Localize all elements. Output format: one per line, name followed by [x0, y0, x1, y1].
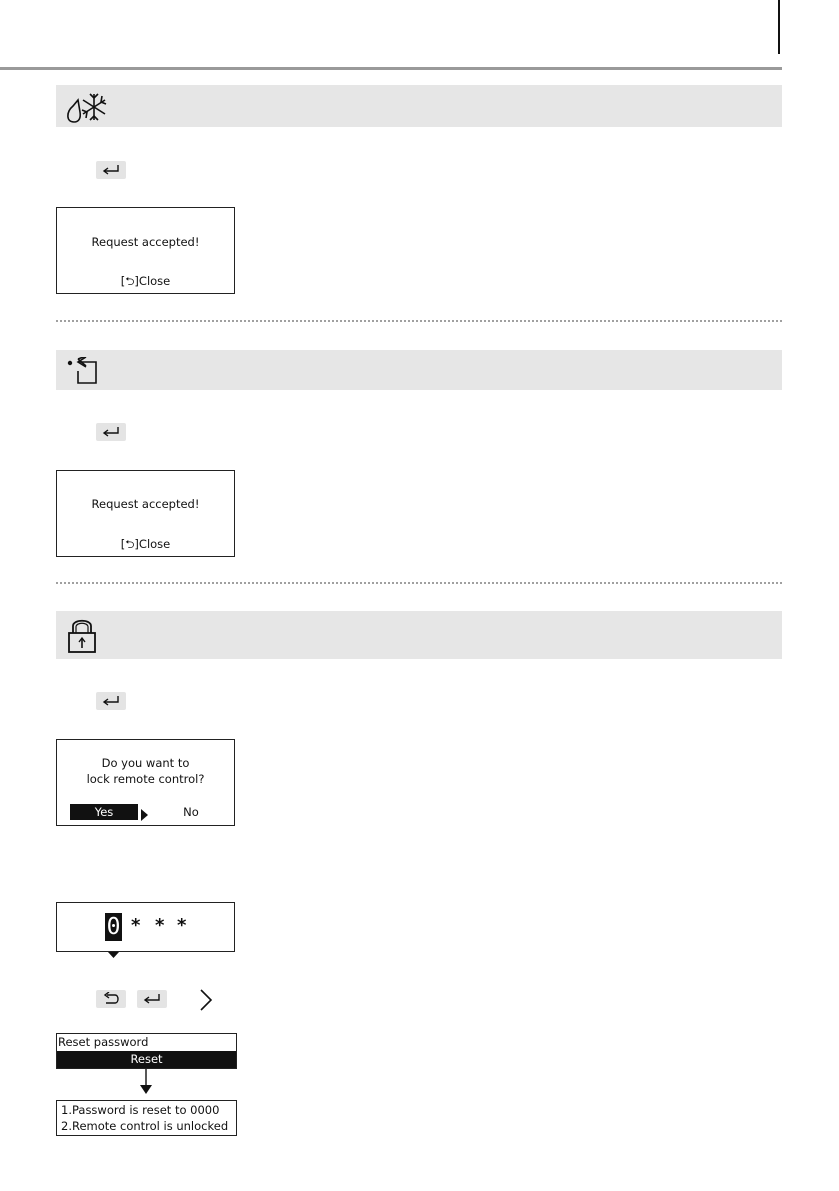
enter-key-icon: [142, 993, 162, 1005]
request-message: Request accepted!: [91, 235, 200, 249]
section-header-filter: [56, 350, 782, 390]
close-label: Close: [138, 537, 171, 551]
enter-key[interactable]: [96, 161, 126, 179]
result-line-1: 1.Password is reset to 0000: [61, 1103, 220, 1117]
confirm-line-1: Do you want to: [101, 756, 190, 770]
lock-icon: [66, 615, 98, 659]
yes-option[interactable]: Yes: [70, 804, 138, 820]
selection-arrow-icon: [141, 806, 149, 825]
defrost-icon: [64, 90, 110, 128]
reset-password-title: Reset password: [58, 1035, 149, 1049]
enter-key[interactable]: [96, 423, 126, 441]
filter-reset-icon: [66, 357, 102, 389]
back-key-icon: [101, 992, 121, 1006]
down-arrow-icon: [140, 1069, 152, 1099]
close-label: Close: [138, 274, 171, 288]
request-message: Request accepted!: [91, 497, 200, 511]
section-header-lock: [56, 611, 782, 659]
digit-down-arrow-icon[interactable]: [108, 943, 119, 962]
lcd-screen-password: [56, 902, 235, 952]
masked-digit: *: [177, 915, 187, 936]
lcd-screen-defrost: [56, 207, 235, 294]
back-key[interactable]: [96, 990, 126, 1008]
header-rule: [0, 67, 782, 70]
enter-key-icon: [101, 164, 121, 176]
result-line-2: 2.Remote control is unlocked: [61, 1119, 229, 1133]
right-arrow-icon[interactable]: [199, 989, 213, 1015]
enter-key[interactable]: [96, 692, 126, 710]
section-divider: [56, 320, 782, 322]
lcd-screen-filter: [56, 470, 235, 557]
reset-result-panel: [56, 1100, 237, 1136]
close-hint[interactable]: [57, 274, 234, 288]
password-digit[interactable]: 0: [106, 914, 121, 940]
close-bracket: [⮌]: [120, 274, 139, 288]
masked-digit: *: [131, 915, 141, 936]
reset-button[interactable]: Reset: [57, 1051, 236, 1068]
lcd-screen-lock-confirm: [56, 739, 235, 826]
crop-mark: [778, 0, 780, 54]
close-hint[interactable]: [57, 537, 234, 551]
no-option[interactable]: No: [183, 805, 199, 819]
masked-digit: *: [155, 915, 165, 936]
close-bracket: [⮌]: [120, 537, 139, 551]
reset-password-panel: [56, 1033, 237, 1069]
enter-key-icon: [101, 695, 121, 707]
enter-key[interactable]: [137, 990, 167, 1008]
enter-key-icon: [101, 426, 121, 438]
confirm-line-2: lock remote control?: [86, 772, 205, 786]
section-header-defrost: [56, 85, 782, 127]
section-divider: [56, 582, 782, 584]
